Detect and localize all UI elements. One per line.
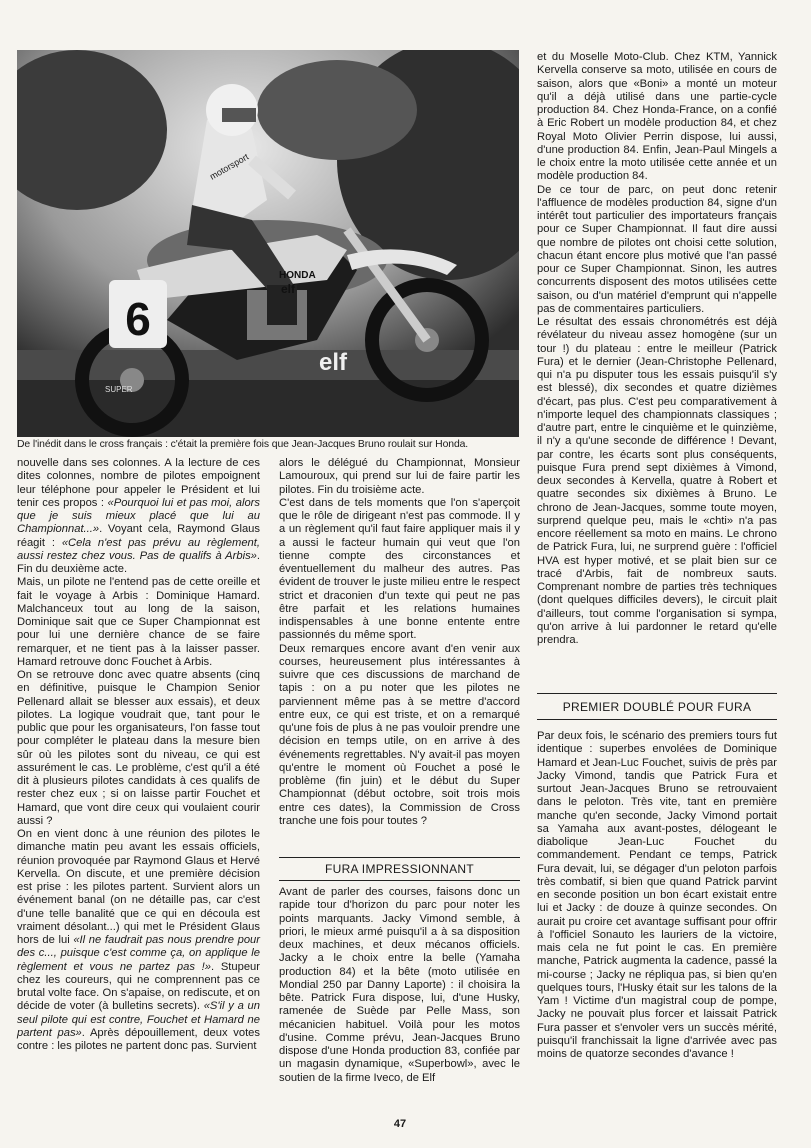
paragraph: Mais, un pilote ne l'entend pas de cette oreille et fait le voyage à Arbis : Dominique Hamard. Malchanceux tout au long de la saison, Dominique sait que ce Super Championnat est pour lui une dernière chance de se faire remarquer, et ne tient pas à la laisser passer. Hamard retrouve donc Fouchet à Arbis.: [17, 576, 260, 668]
paragraph: nouvelle dans ses colonnes. A la lecture de ces dites colonnes, nombre de pilotes empoignent leur téléphone pour appeler le Président et lui tenir ces propos : «Pourquoi lui et pas moi, alors que je suis mieux placé que lui au Championnat...». Voyant cela, Raymond Glaus réagit : «Cela n'est pas prévu au règlement, aussi restez chez vous. Pas de qualifs à Arbis». Fin du deuxième acte.: [17, 457, 260, 575]
article-column-2-section: [279, 886, 520, 1085]
paragraph: Par deux fois, le scénario des premiers tours fut identique : superbes envolées de Dominique Hamard et Jean-Luc Fouchet, suivis de près par Jacky Vimond, tandis que Patrick Fura et surtout Jean-Jacques Bruno se retrouvaient dans le peloton. Très vite, tant en première manche qu'en seconde, Jacky Vimond portait sa Yamaha aux avant-postes, délogeant le diabolique Jean-Luc Fouchet du commandement. Pendant ce temps, Patrick Fura devait, lui, se dégager d'un peloton parfois très combatif, si bien que quand Patrick parvint en seconde position un bon écart existait entre lui et Jacky : de douze à quinze secondes. On aurait pu croire cet avantage suffisant pour offrir à l'officiel Sonauto les lauriers de la victoire, mais cela ne fut point le cas. En première manche, Patrick augmenta la cadence, passé la mi-course ; Jacky ne répliqua pas, si bien qu'en quelques tours, l'Husky était sur les talons de la Yam ! Victime d'un magistral coup de pompe, Jacky ne pouvait plus forcer et laissait Patrick Fura passer et s'envoler vers un succès mérité, puisqu'il franchissait la ligne d'arrivée avec pas moins de quatorze secondes d'avance !: [537, 730, 777, 1060]
paragraph: Le résultat des essais chronométrés est déjà révélateur du niveau assez homogène (sur un tour !) du plateau : entre le meilleur (Patrick Fura) et le dernier (Jean-Christophe Pellenard, qui n'a pu disputer tous les essais puisqu'il s'y est blessé), dix secondes et quatre dizièmes d'écart, pas plus. C'est peu comparativement à n'importe lequel des championnats classiques ; d'autre part, entre le cinquième et le quinzième, il n'y a qu'une seconde de différence ! Devant, par contre, les écarts sont plus conséquents, puisque Fura prend sept dixièmes à Vimond, deux secondes à Kervella, quatre à Robert et quatre secondes six dixièmes à Bruno. Le chrono de Jean-Jacques, somme toute moyen, surprend quelque peu, mais le «chti» n'a pas encore réellement sa moto en mains. Le chrono de Patrick Fura, lui, ne surprend guère : l'officiel HVA est hyper motivé, et se plait bien sur ce tracé d'Arbis, fait de nombreux sauts. Comprenant nombre de parties très techniques (dont quelques difficiles devers), le circuit plait d'ailleurs, tout comme l'organisation si sympa, qu'on arrive à lui pardonner le retard qu'elle prendra.: [537, 316, 777, 646]
paragraph: On se retrouve donc avec quatre absents (cinq en définitive, puisque le Champion Senior Pellenard allait se blesser aux essais), et deux pilotes. La logique voudrait que, tant pour le public que pour les organisateurs, l'on fasse tout pour compléter le plateau dans la mesure bien sûr où les pilotes sont du niveau, ce qui est assurément le cas. Le problème, c'est qu'il a été dit à plusieurs pilotes candidats à ces qualifs de rester chez eux ; si on laisse partir Fouchet et Hamard, que vont dire ceux qui voulaient courir aussi ?: [17, 669, 260, 827]
section-divider-bottom-2: [537, 719, 777, 720]
paragraph: De ce tour de parc, on peut donc retenir l'affluence de modèles production 84, signe d'un intérêt tout particulier des importateurs français pour ce Super Championnat. Il faut dire aussi que nombre de pilotes ont choisi cette solution, chacun étant encore plus motivé que l'an passé pour ce Super Championnat. Sinon, les autres concurrents disposent des motos utilisées cette saison, ou d'un matériel d'emprunt qui n'appelle pas de commentaires particuliers.: [537, 183, 777, 315]
section-heading-double: PREMIER DOUBLÉ POUR FURA: [562, 700, 752, 714]
rider-sponsor-label: motorsport: [208, 151, 251, 182]
paragraph: et du Moselle Moto-Club. Chez KTM, Yannick Kervella conserve sa moto, utilisée en cours de saison, alors que «Boni» a monté un moteur qu'il a déjà utilisé dans une partie-cycle production 84. Chez Honda-France, on a confié à Eric Robert un modèle production 84, et chez Royal Moto Olivier Perrin dispose, lui aussi, d'une production 84. Enfin, Jean-Paul Mingels a le choix entre la moto utilisée cette année et un modèle production 84.: [537, 51, 777, 183]
paragraph: Avant de parler des courses, faisons donc un rapide tour d'horizon du parc pour noter les points marquants. Jacky Vimond semble, à priori, le mieux armé puisqu'il a à sa disposition deux machines, et deux mécanos officiels. Jacky a le choix entre la belle (Yamaha production 84) et la bête (moto utilisée en Mondial 250 par Danny Laporte) : il choisira la bête. Patrick Fura dispose, lui, d'une Husky, ramenée de Suède par Pelle Mass, son mécanicien habituel. Voilà pour les motos d'usine. Comme prévu, Jean-Jacques Bruno dispose d'une Honda production 83, confiée par un magasin dynamique, «Superbowl», avec le soutien de la firme Iveco, de Elf: [279, 886, 520, 1084]
quote: «Cela n'est pas prévu au règlement, aussi restez chez vous. Pas de qualifs à Arbis»: [17, 536, 260, 562]
photo-caption: De l'inédit dans le cross français : c'était la première fois que Jean-Jacques Bruno roulait sur Honda.: [17, 439, 469, 450]
article-column-2: [279, 457, 520, 828]
bike-sponsor-label: elf: [281, 282, 296, 296]
number-plate-label: 6: [125, 293, 151, 345]
banner-sponsor-label: elf: [319, 349, 348, 376]
section-divider-top: [279, 857, 520, 858]
page-number: 47: [393, 1118, 407, 1130]
bike-brand-label: HONDA: [279, 270, 316, 281]
tire-label: SUPER: [105, 385, 133, 394]
quote: «Il ne faudrait pas nous prendre pour des c..., puisque c'est comme ça, on applique le règlement et vous ne partez pas !»: [17, 934, 260, 973]
quote: «S'il y a un seul pilote qui est contre, Fouchet et Hamard ne partent pas»: [17, 1000, 260, 1039]
quote: «Pourquoi lui et pas moi, alors que je suis mieux placé que lui au Championnat...»: [17, 496, 260, 536]
section-heading-fura: FURA IMPRESSIONNANT: [324, 862, 475, 876]
article-column-3-section: [537, 730, 777, 1061]
section-divider-bottom: [279, 880, 520, 881]
article-column-3: [537, 51, 777, 647]
paragraph: Deux remarques encore avant d'en venir aux courses, heureusement plus intéressantes à suivre que ces discussions de marchand de tapis : on a pu noter que les pilotes ne parviennent même pas à se mettre d'accord entre eux, ce qui est triste, et on a remarqué qu'une fois de plus à ne pas vouloir prendre une décision en temps utile, on en arrive à des événements regrettables. N'y avait-il pas moyen qu'entre le moment où Fouchet a posé le problème (fin juin) et le début du Super Championnat (début octobre, soit trois mois entre ces dates), la Commission de Cross tranche une fois pour toutes ?: [279, 642, 520, 827]
section-divider-top-2: [537, 693, 777, 694]
rider-illustration: [17, 50, 519, 437]
motocross-photo: [17, 50, 519, 437]
paragraph: On en vient donc à une réunion des pilotes le dimanche matin peu avant les essais officiels, réunion provoquée par Raymond Glaus et Hervé Kervella. On discute, et une première décision est prise : les pilotes partent. Survient alors un événement banal (on ne détaille pas, car c'est d'une telle banalité que ce qui en découla est vraiment désolant...) qui met le Président Glaus hors de lui «Il ne faudrait pas nous prendre pour des c..., puisque c'est comme ça, on applique le règlement et vous ne partez pas !». Stupeur chez les coureurs, qui ne comprennent pas ce brutal volte face. On s'apaise, on rediscute, et on décide de voter (à bulletins secrets). «S'il y a un seul pilote qui est contre, Fouchet et Hamard ne partent pas». Après dépouillement, deux votes contre : les pilotes ne partent donc pas. Survient: [17, 828, 261, 1052]
paragraph: C'est dans de tels moments que l'on s'aperçoit que le rôle de dirigeant n'est pas commode. Il y a un règlement qu'il faut faire appliquer mais il y a aussi le facteur humain qui veut que l'on tienne compte des circonstances et éventuellement du malheur des autres. Pas évident de trouver le juste milieu entre le respect strict et draconien d'un texte qui peut ne pas être parfait et les relations humaines indispensables à une bonne entente entre passionnés du même sport.: [279, 496, 520, 642]
article-column-1: [17, 457, 260, 1053]
paragraph: alors le délégué du Championnat, Monsieur Lamouroux, qui prend sur lui de faire partir les pilotes. Fin du troisième acte.: [279, 457, 520, 496]
